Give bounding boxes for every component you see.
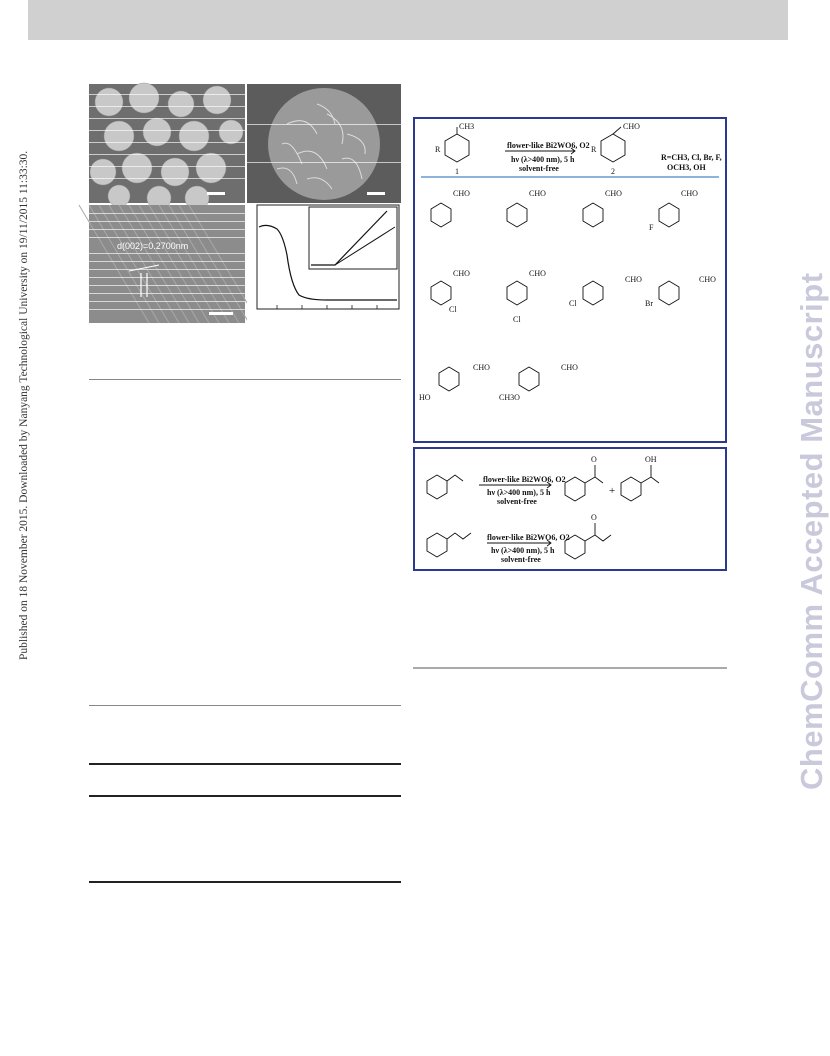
accepted-manuscript-watermark: ChemComm Accepted Manuscript: [794, 272, 829, 790]
table-top-rule: [89, 705, 401, 706]
sem-image-flower: [247, 84, 401, 203]
product-group: CHO: [623, 122, 640, 131]
scheme2-plus: +: [609, 485, 616, 497]
reactant-substituent: CH3: [459, 122, 475, 131]
scheme2-reagent-line1-a: flower-like Bi2WO6, O2: [483, 475, 566, 484]
product-3-group: CHO: [605, 189, 622, 198]
product-8-group: CHO: [699, 275, 716, 284]
scheme1-reagent-line2: hν (λ>400 nm), 5 h: [511, 155, 575, 164]
product-10-group: CHO: [561, 363, 578, 372]
reactant-r-group: R: [435, 145, 441, 154]
tem-lattice-label: d(002)=0.2700nm: [117, 241, 189, 251]
right-column-rule: [413, 667, 727, 669]
header-band: [28, 0, 788, 40]
product-compound-label: 2: [611, 167, 615, 176]
scheme2-reagent-line1-b: flower-like Bi2WO6, O2: [487, 533, 570, 542]
scheme-toluene-oxidation: [413, 117, 727, 443]
publication-note: Published on 18 November 2015. Downloaded by Nanyang Technological University on 19/11/2015 11:33:30.: [18, 150, 30, 660]
product-4-group: CHO: [681, 189, 698, 198]
scheme2-alcohol-oh: OH: [645, 455, 657, 464]
scheme2-ketone-oxygen-b: O: [591, 513, 597, 522]
product-9-substituent: HO: [419, 393, 431, 402]
scheme2-reagent-line3-a: solvent-free: [497, 497, 537, 506]
tem-image-lattice: [89, 205, 245, 323]
product-2-group: CHO: [529, 189, 546, 198]
product-7-substituent: Cl: [569, 299, 577, 308]
table-bottom-rule: [89, 881, 401, 883]
product-5-substituent: Cl: [449, 305, 457, 314]
table-header-rule: [89, 763, 401, 765]
product-9-group: CHO: [473, 363, 490, 372]
r-groups-line1: R=CH3, Cl, Br, F,: [661, 153, 722, 162]
scheme1-reagent-line1: flower-like Bi2WO6, O2: [507, 141, 590, 150]
product-6-substituent: Cl: [513, 315, 521, 324]
scheme-ethylbenzene-oxidation: [413, 447, 727, 571]
sem-image-spheres: [89, 84, 245, 203]
figure-separator-rule: [89, 379, 401, 380]
product-5-group: CHO: [453, 269, 470, 278]
product-7-group: CHO: [625, 275, 642, 284]
product-10-substituent: CH3O: [499, 393, 520, 402]
scheme2-reagent-line2-b: hν (λ>400 nm), 5 h: [491, 546, 555, 555]
uv-vis-absorption-plot: [247, 205, 401, 323]
product-8-substituent: Br: [645, 299, 653, 308]
reactant-compound-label: 1: [455, 167, 459, 176]
product-6-group: CHO: [529, 269, 546, 278]
product-4-substituent: F: [649, 223, 654, 232]
product-r-group: R: [591, 145, 597, 154]
scheme2-reagent-line2-a: hν (λ>400 nm), 5 h: [487, 488, 551, 497]
scheme1-reagent-line3: solvent-free: [519, 164, 559, 173]
table-body-rule: [89, 795, 401, 797]
scheme2-reagent-line3-b: solvent-free: [501, 555, 541, 564]
scheme2-ketone-oxygen-a: O: [591, 455, 597, 464]
r-groups-line2: OCH3, OH: [667, 163, 706, 172]
product-1-group: CHO: [453, 189, 470, 198]
